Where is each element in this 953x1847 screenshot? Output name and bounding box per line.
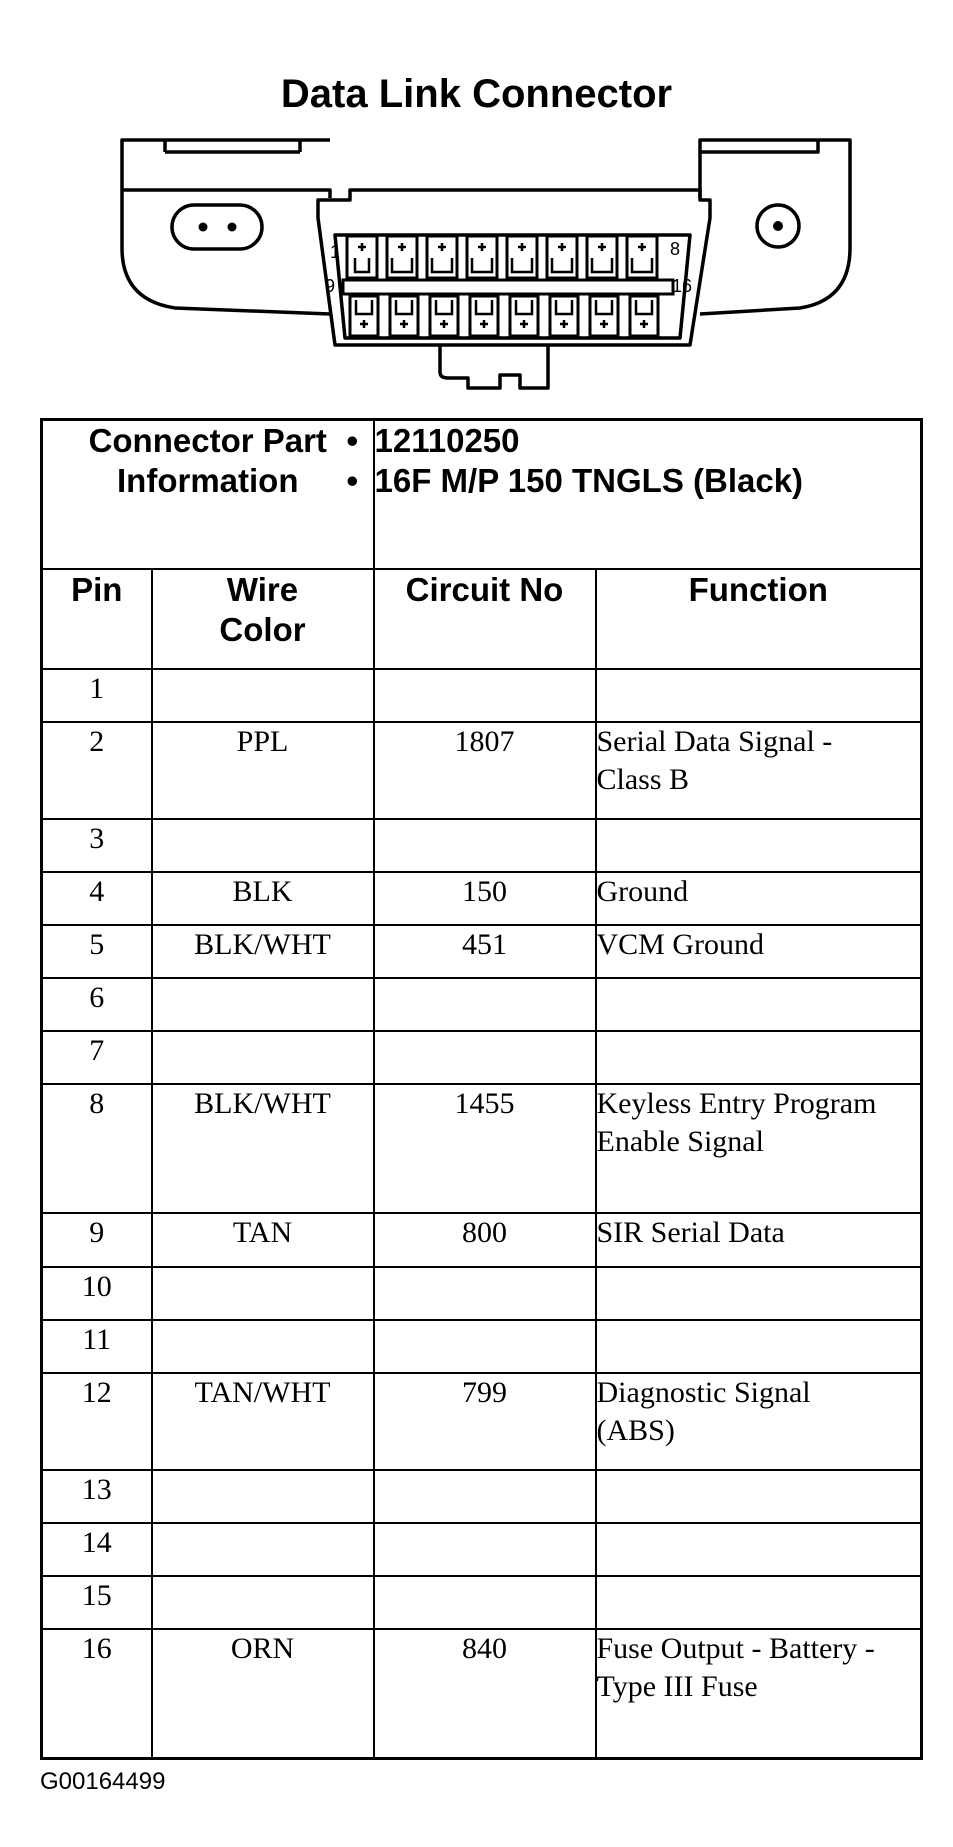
wire-color-cell — [152, 819, 374, 872]
wire-color-cell: BLK — [152, 872, 374, 925]
pin-cell: 8 — [42, 1084, 152, 1214]
function-cell — [596, 1523, 922, 1576]
pin-cell: 11 — [42, 1320, 152, 1373]
table-row — [42, 669, 922, 722]
wire-color-cell: BLK/WHT — [152, 1084, 374, 1214]
wire-color-cell: TAN — [152, 1213, 374, 1266]
circuit-cell — [374, 1267, 596, 1320]
circuit-cell — [374, 978, 596, 1031]
function-cell — [596, 1031, 922, 1084]
header-function: Function — [596, 569, 922, 669]
table-row — [42, 1320, 922, 1373]
pin-cell: 12 — [42, 1373, 152, 1470]
table-row — [42, 1213, 922, 1266]
circuit-cell: 1455 — [374, 1084, 596, 1214]
circuit-cell — [374, 1523, 596, 1576]
circuit-cell — [374, 1576, 596, 1629]
pin-label-8: 8 — [670, 239, 681, 259]
circuit-cell: 800 — [374, 1213, 596, 1266]
function-cell — [596, 1576, 922, 1629]
table-row — [42, 925, 922, 978]
wire-color-cell — [152, 1576, 374, 1629]
circuit-cell — [374, 1031, 596, 1084]
table-row — [42, 1031, 922, 1084]
wire-color-cell: BLK/WHT — [152, 925, 374, 978]
wire-color-cell — [152, 1031, 374, 1084]
pin-cell: 3 — [42, 819, 152, 872]
wire-color-cell — [152, 669, 374, 722]
function-cell — [596, 1320, 922, 1373]
pin-label-16: 16 — [672, 276, 693, 296]
circuit-cell: 150 — [374, 872, 596, 925]
wire-color-cell: PPL — [152, 722, 374, 819]
function-cell: Serial Data Signal - Class B — [596, 722, 922, 819]
left-mounting-ear — [122, 140, 330, 314]
pin-cell: 10 — [42, 1267, 152, 1320]
connector-center-bar — [343, 280, 673, 294]
left-mount-hole — [172, 205, 262, 249]
connector-key — [440, 345, 548, 388]
pin-cell: 7 — [42, 1031, 152, 1084]
pin-cell: 13 — [42, 1470, 152, 1523]
pin-cell: 14 — [42, 1523, 152, 1576]
table-row — [42, 1470, 922, 1523]
pin-cell: 6 — [42, 978, 152, 1031]
function-cell: SIR Serial Data — [596, 1213, 922, 1266]
connector-part-row — [42, 420, 922, 569]
function-cell — [596, 978, 922, 1031]
table-row — [42, 1267, 922, 1320]
pinout-table — [40, 418, 923, 1760]
wire-color-cell: ORN — [152, 1629, 374, 1759]
function-cell: VCM Ground — [596, 925, 922, 978]
circuit-cell: 799 — [374, 1373, 596, 1470]
table-row — [42, 1576, 922, 1629]
pin-cell: 1 — [42, 669, 152, 722]
pin-cell: 9 — [42, 1213, 152, 1266]
pin-cell: 5 — [42, 925, 152, 978]
pin-rows — [42, 669, 922, 1759]
part-number: • 12110250 — [346, 422, 520, 459]
function-cell — [596, 1267, 922, 1320]
pin-label-1: 1 — [330, 242, 341, 262]
circuit-cell — [374, 1470, 596, 1523]
part-description: • 16F M/P 150 TNGLS (Black) — [346, 462, 804, 499]
wire-color-cell — [152, 1267, 374, 1320]
table-header-row — [42, 569, 922, 669]
circuit-cell: 1807 — [374, 722, 596, 819]
header-circuit-no: Circuit No — [374, 569, 596, 669]
circuit-cell — [374, 819, 596, 872]
pin-cell: 16 — [42, 1629, 152, 1759]
circuit-cell — [374, 669, 596, 722]
pin-cell: 15 — [42, 1576, 152, 1629]
connector-part-info — [346, 420, 922, 569]
figure-id: G00164499 — [40, 1768, 166, 1795]
circuit-cell: 840 — [374, 1629, 596, 1759]
table-row — [42, 722, 922, 819]
pin-cell: 2 — [42, 722, 152, 819]
connector-part-label: Connector Part Information — [42, 420, 374, 569]
function-cell: Ground — [596, 872, 922, 925]
wire-color-cell — [152, 1320, 374, 1373]
function-cell — [596, 1470, 922, 1523]
header-pin: Pin — [42, 569, 152, 669]
table-row — [42, 1523, 922, 1576]
function-cell — [596, 669, 922, 722]
wire-color-cell — [152, 1470, 374, 1523]
table-row — [42, 872, 922, 925]
table-row — [42, 978, 922, 1031]
data-link-connector-drawing — [0, 0, 953, 400]
wire-color-cell — [152, 978, 374, 1031]
circuit-cell — [374, 1320, 596, 1373]
function-cell — [596, 819, 922, 872]
function-cell: Fuse Output - Battery - Type III Fuse — [596, 1629, 922, 1759]
pin-label-9: 9 — [325, 276, 336, 296]
pin-cell: 4 — [42, 872, 152, 925]
table-row — [42, 1373, 922, 1470]
function-cell: Keyless Entry Program Enable Signal — [596, 1084, 922, 1214]
wire-color-cell: TAN/WHT — [152, 1373, 374, 1470]
diagram-title: Data Link Connector — [280, 72, 673, 116]
table-row — [42, 1084, 922, 1214]
circuit-cell: 451 — [374, 925, 596, 978]
wire-color-cell — [152, 1523, 374, 1576]
table-row — [42, 1629, 922, 1759]
function-cell: Diagnostic Signal (ABS) — [596, 1373, 922, 1470]
header-wire-color: Wire Color — [152, 569, 374, 669]
table-row — [42, 819, 922, 872]
